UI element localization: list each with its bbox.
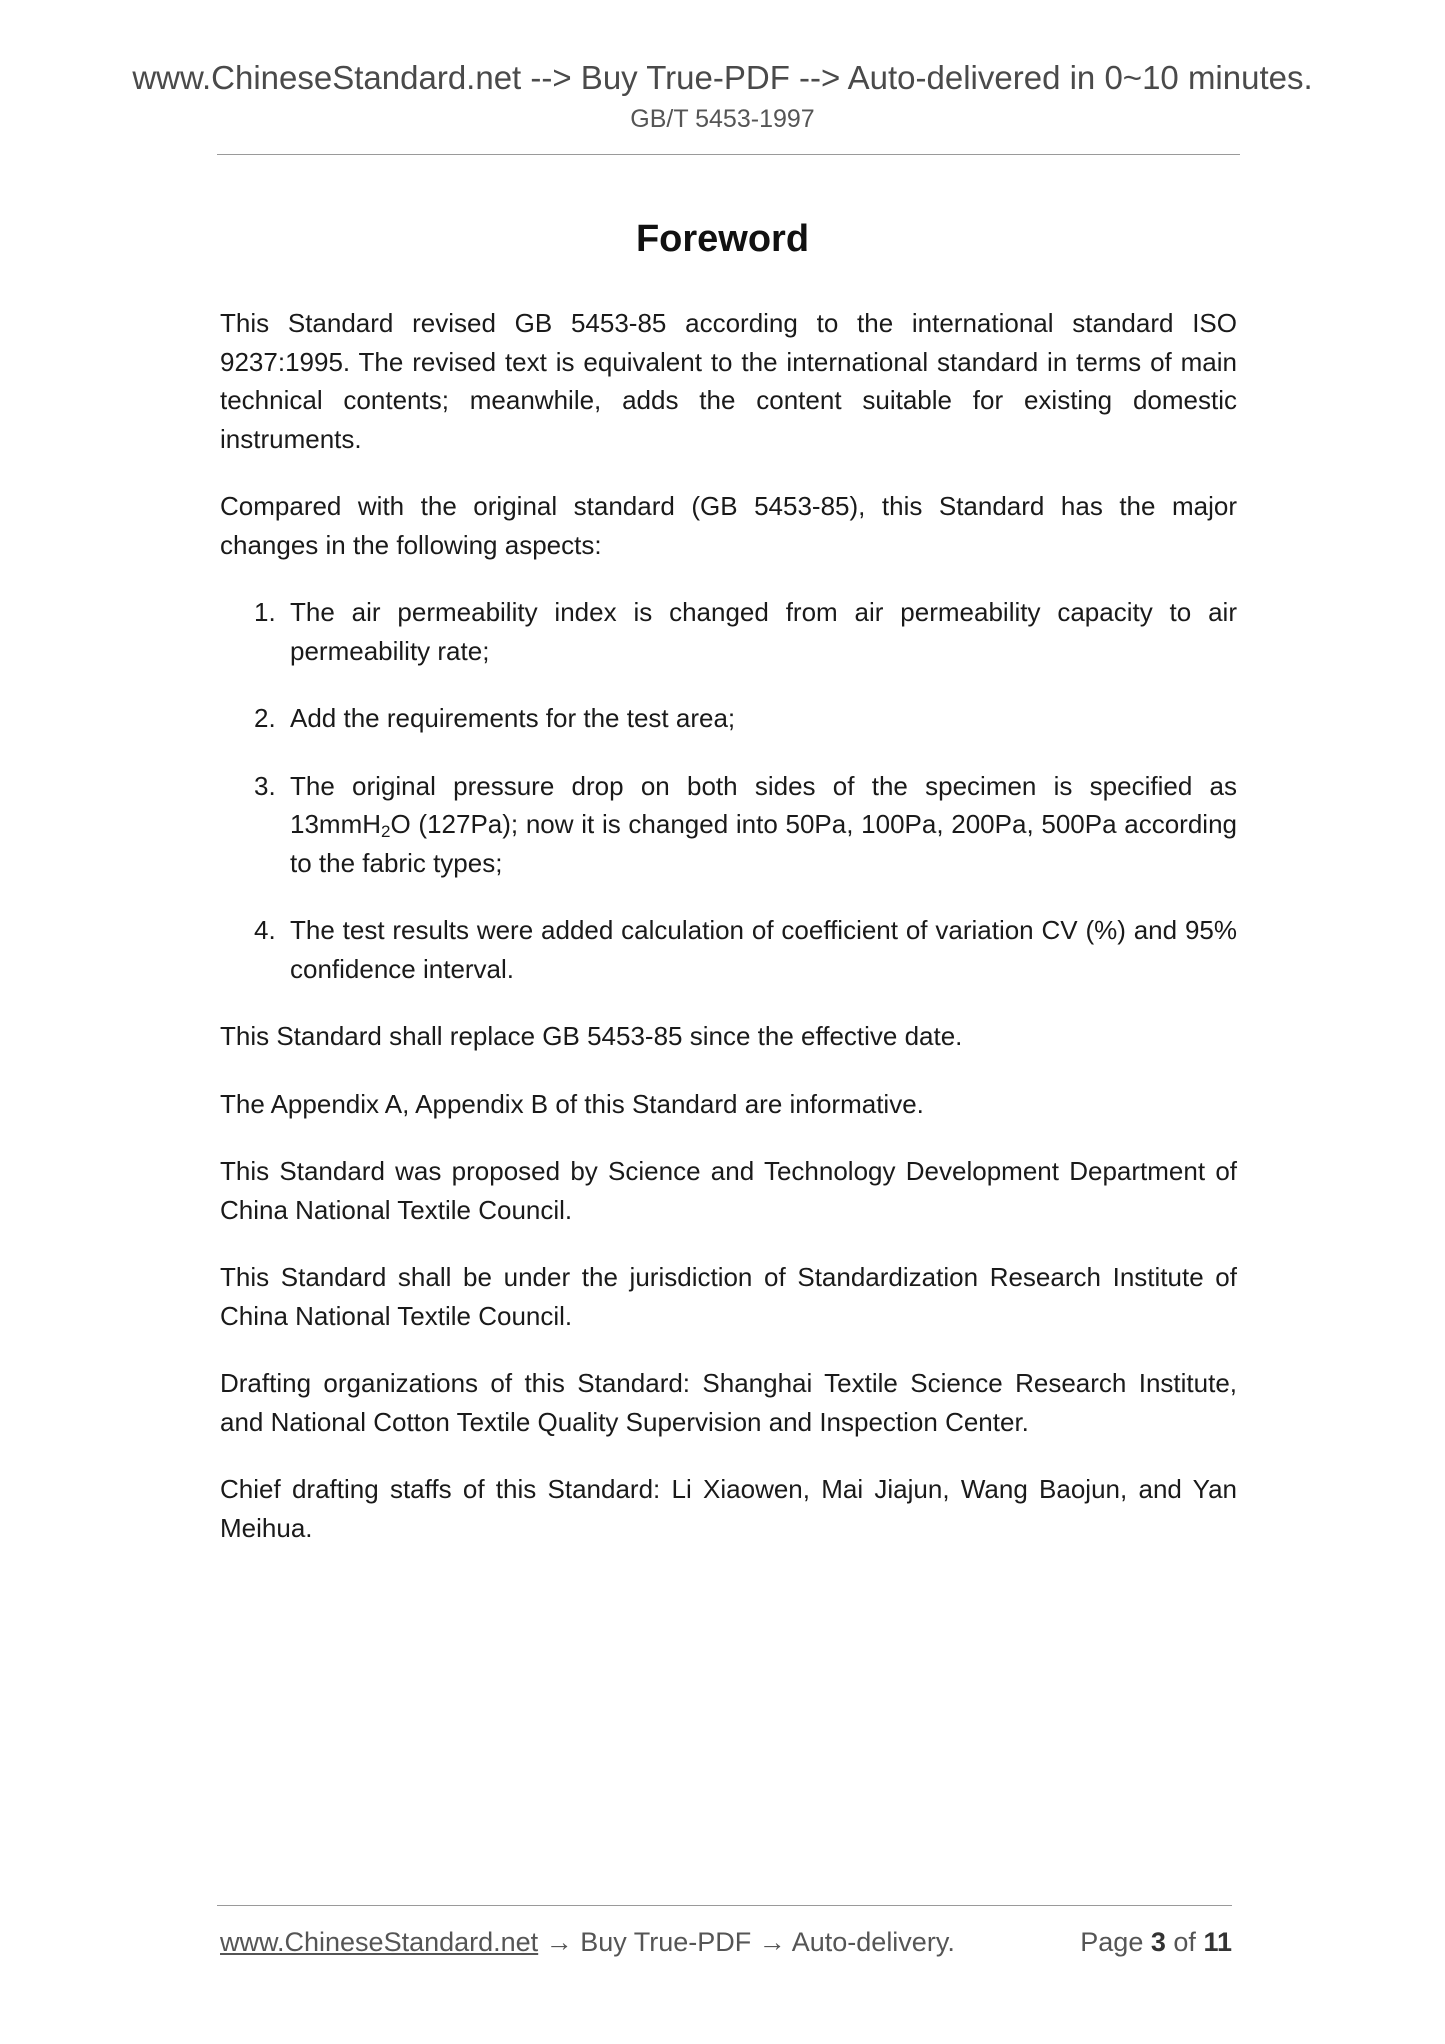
changes-list: [220, 593, 1237, 988]
list-item-number: 3.: [254, 770, 276, 801]
list-item-number: 2.: [254, 703, 276, 733]
list-item-text: The test results were added calculation of coefficient of variation CV (%) and 95% confidence interval.: [290, 915, 1237, 984]
page-of: of: [1173, 1927, 1196, 1957]
page-footer: [220, 1922, 1232, 1962]
footer-divider: [217, 1905, 1232, 1906]
page-label: Page: [1080, 1927, 1144, 1957]
page-number: [1080, 1922, 1232, 1962]
list-item-number: 1.: [254, 597, 276, 627]
paragraph-appendix: The Appendix A, Appendix B of this Standard are informative.: [220, 1088, 924, 1119]
document-id: GB/T 5453-1997: [630, 105, 815, 133]
list-item: [220, 593, 1237, 670]
page-title: Foreword: [635, 218, 810, 260]
subscript: 2: [381, 822, 391, 841]
paragraph-compared: Compared with the original standard (GB 5453-85), this Standard has the major changes in the following aspects:: [220, 491, 1237, 560]
list-item-number: 4.: [254, 915, 276, 945]
header-banner: www.ChineseStandard.net --> Buy True-PDF --> Auto-delivered in 0~10 minutes.: [132, 59, 1313, 96]
footer-link[interactable]: www.ChineseStandard.net: [220, 1927, 539, 1957]
paragraph-proposed: This Standard was proposed by Science and Technology Development Department of China National Textile Council.: [220, 1156, 1237, 1225]
paragraph-jurisdiction: This Standard shall be under the jurisdiction of Standardization Research Institute of China National Textile Council.: [220, 1262, 1237, 1331]
page-total: 11: [1203, 1927, 1232, 1957]
page-current: 3: [1150, 1927, 1166, 1957]
footer-promo-text: → Buy True-PDF → Auto-delivery.: [538, 1927, 955, 1957]
list-item-text: Add the requirements for the test area;: [290, 703, 736, 733]
paragraph-drafting: Drafting organizations of this Standard: Shanghai Textile Science Research Institute, and National Cotton Textile Quality Supervision and Inspection Center.: [220, 1368, 1237, 1437]
paragraph-replace: This Standard shall replace GB 5453-85 since the effective date.: [220, 1021, 963, 1051]
document-body: [220, 304, 1237, 1576]
paragraph-intro: This Standard revised GB 5453-85 according to the international standard ISO 9237:1995. The revised text is equivalent to the international standard in terms of main technical contents; meanwhile, adds the content suitable for existing domestic instruments.: [220, 308, 1237, 454]
list-item-text: The air permeability index is changed from air permeability capacity to air permeability rate;: [290, 597, 1237, 666]
footer-promo: [220, 1922, 955, 1962]
list-item: [220, 767, 1237, 883]
header-divider: [217, 154, 1240, 155]
list-item: [220, 699, 1237, 738]
list-item: [220, 911, 1237, 988]
paragraph-staff: Chief drafting staffs of this Standard: Li Xiaowen, Mai Jiajun, Wang Baojun, and Yan Meihua.: [220, 1474, 1237, 1543]
list-item-text-end: O (127Pa); now it is changed into 50Pa, 100Pa, 200Pa, 500Pa according to the fabric types;: [290, 809, 1237, 878]
list-item-text-start: The original pressure drop on both sides of the specimen is specified as 13mmH: [290, 770, 1237, 839]
